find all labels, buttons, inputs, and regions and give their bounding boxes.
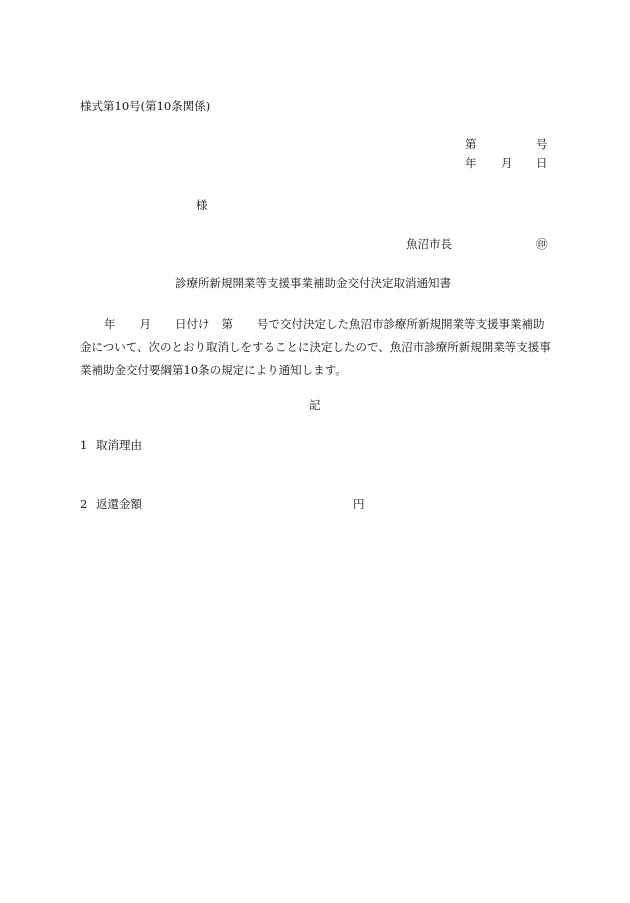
body-line-1 [80,319,556,342]
doc-number-dai: 第 [465,137,477,151]
issuer-name: 魚沼市長 [406,237,452,251]
body-line-2: 金について、次のとおり取消しをすることに決定したので、魚沼市診療所新規開業等支援事 [80,340,551,354]
body-month: 月 [139,317,151,331]
issuer-seal: ㊞ [536,237,548,251]
body-day: 日付け [175,317,210,331]
addressee-suffix: 様 [196,198,208,212]
date-month: 月 [501,156,513,170]
body-line-3: 業補助金交付要綱第10条の規定により通知します。 [80,363,347,377]
doc-number-go: 号 [536,137,548,151]
body-paragraph [80,319,556,388]
date-day: 日 [536,156,548,170]
item-1-label: 取消理由 [96,438,142,452]
ki-heading: 記 [309,398,321,412]
item-1-number: 1 [80,438,88,452]
body-dai: 第 [221,317,233,331]
body-year: 年 [104,317,116,331]
body-rest: 号で交付決定した魚沼市診療所新規開業等支援事業補助 [257,317,545,331]
document-title: 診療所新規開業等支援事業補助金交付決定取消通知書 [175,276,451,290]
item-2-label: 返還金額 [96,497,142,511]
item-2-unit: 円 [353,497,365,511]
item-2-number: 2 [80,497,88,511]
form-number-label: 様式第10号(第10条関係) [80,99,211,113]
date-year: 年 [465,156,477,170]
